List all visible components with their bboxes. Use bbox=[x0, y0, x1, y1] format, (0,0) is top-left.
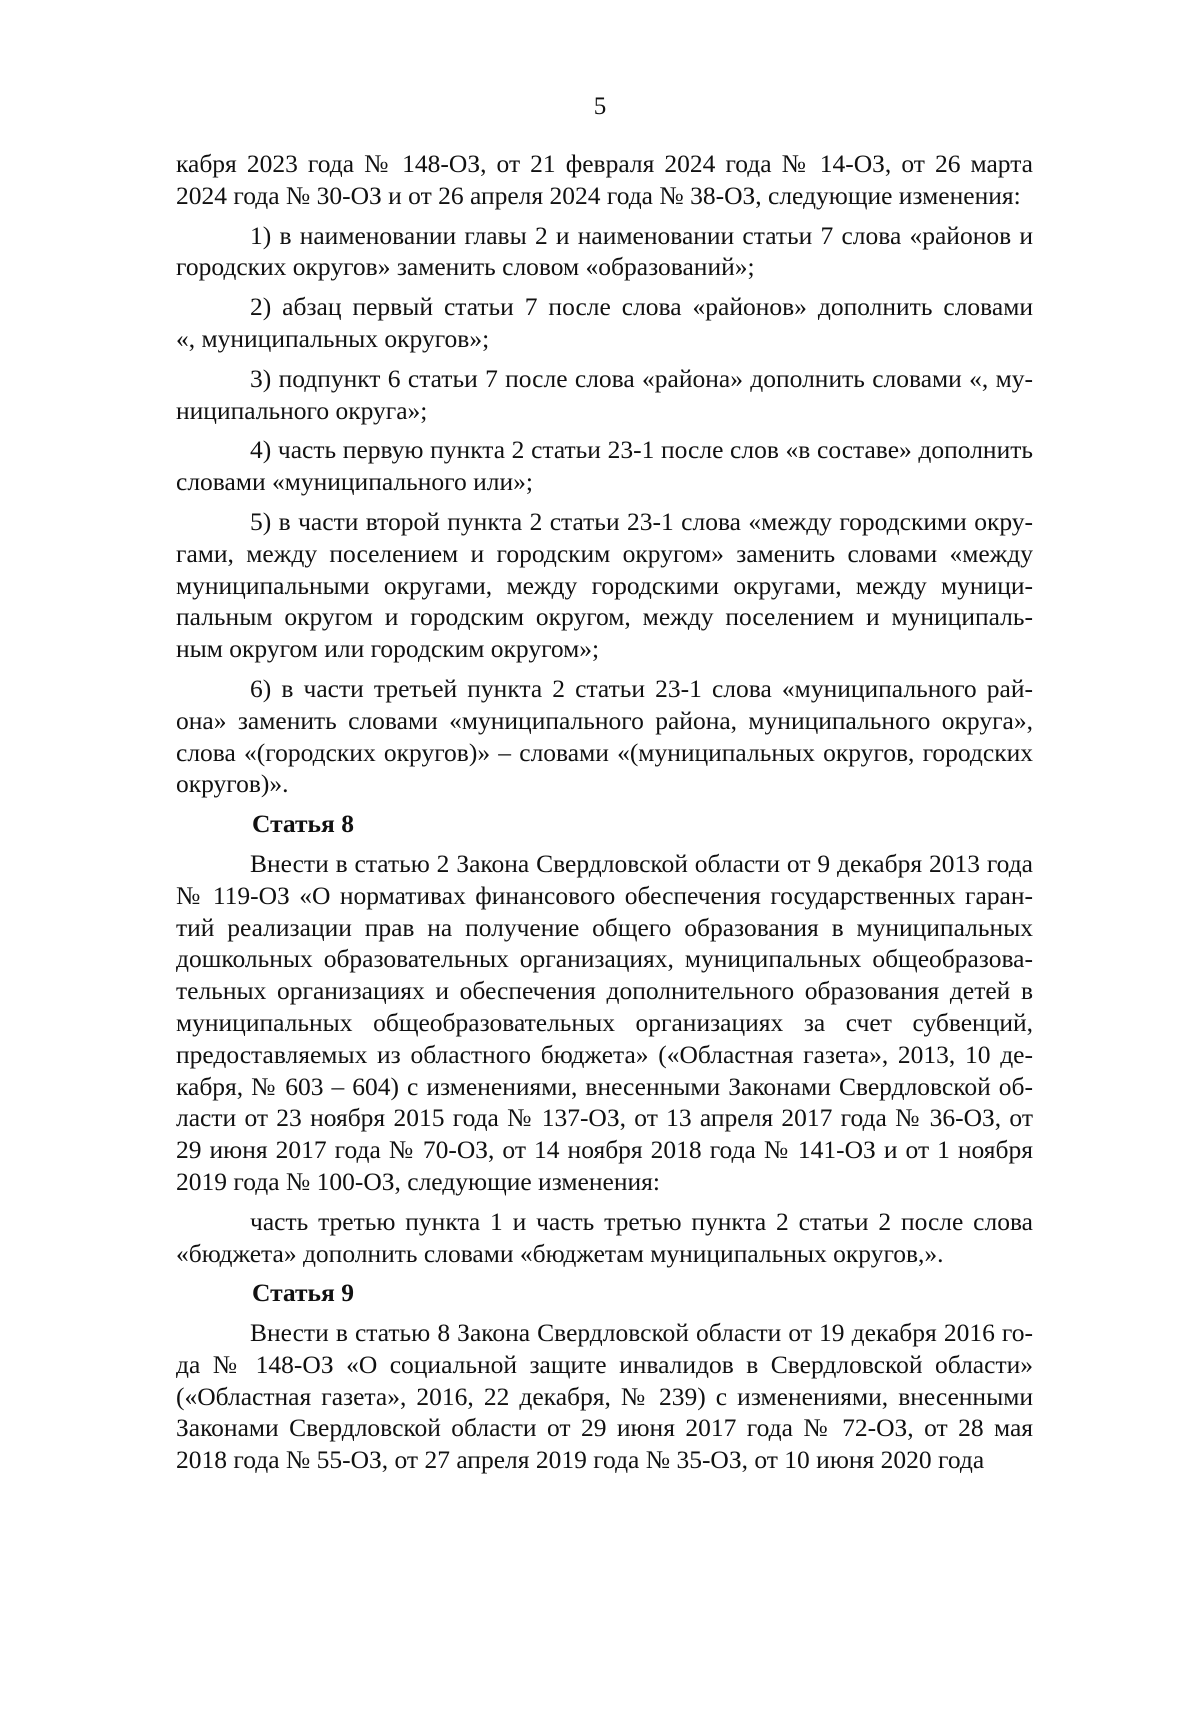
text-line: пальным округом и городским округом, между поселением и муниципаль- bbox=[176, 602, 1033, 632]
text-line: ным округом или городским округом»; bbox=[176, 634, 600, 664]
text-line: Внести в статью 8 Закона Свердловской области от 19 декабря 2016 го- bbox=[250, 1318, 1033, 1348]
text-line: 29 июня 2017 года № 70-ОЗ, от 14 ноября 2018 года № 141-ОЗ и от 1 ноября bbox=[176, 1135, 1033, 1165]
text-line: слова «(городских округов)» – словами «(муниципальных округов, городских bbox=[176, 737, 1033, 767]
paragraph bbox=[176, 434, 1033, 498]
text-line: кабря 2023 года № 148-ОЗ, от 21 февраля 2024 года № 14-ОЗ, от 26 марта bbox=[176, 149, 1033, 178]
text-line: Внести в статью 2 Закона Свердловской области от 9 декабря 2013 года bbox=[250, 848, 1033, 878]
text-line: 1) в наименовании главы 2 и наименовании статьи 7 слова «районов и bbox=[250, 220, 1033, 250]
paragraph bbox=[176, 1206, 1033, 1270]
text-line: она» заменить словами «муниципального района, муниципального округа», bbox=[176, 705, 1033, 735]
text-line: 4) часть первую пункта 2 статьи 23-1 после слов «в составе» дополнить bbox=[250, 435, 1033, 465]
text-line: муниципальных общеобразовательных организациях за счет субвенций, bbox=[176, 1007, 1033, 1037]
text-line: гами, между поселением и городским округом» заменить словами «между bbox=[176, 538, 1033, 568]
text-line: 2018 года № 55-ОЗ, от 27 апреля 2019 года № 35-ОЗ, от 10 июня 2020 года bbox=[176, 1445, 985, 1475]
text-line: («Областная газета», 2016, 22 декабря, № 239) с изменениями, внесенными bbox=[176, 1381, 1033, 1411]
paragraph bbox=[176, 220, 1033, 284]
text-line: 6) в части третьей пункта 2 статьи 23-1 слова «муниципального рай- bbox=[250, 673, 1033, 703]
text-line: «бюджета» дополнить словами «бюджетам муниципальных округов,». bbox=[176, 1238, 944, 1268]
text-line: ласти от 23 ноября 2015 года № 137-ОЗ, от 13 апреля 2017 года № 36-ОЗ, от bbox=[176, 1103, 1033, 1133]
text-line: муниципальными округами, между городскими округами, между муници- bbox=[176, 570, 1033, 600]
article-heading: Статья 9 bbox=[252, 1278, 354, 1308]
paragraph bbox=[176, 673, 1033, 800]
text-line: тий реализации прав на получение общего образования в муниципальных bbox=[176, 912, 1033, 942]
text-line: 2019 года № 100-ОЗ, следующие изменения: bbox=[176, 1166, 660, 1196]
paragraph bbox=[176, 363, 1033, 427]
text-line: предоставляемых из областного бюджета» («Областная газета», 2013, 10 де- bbox=[176, 1039, 1033, 1069]
text-line: «, муниципальных округов»; bbox=[176, 323, 490, 353]
text-line: ниципального округа»; bbox=[176, 395, 428, 425]
page-number: 5 bbox=[593, 93, 607, 120]
text-line: часть третью пункта 1 и часть третью пункта 2 статьи 2 после слова bbox=[250, 1206, 1033, 1236]
paragraph bbox=[176, 291, 1033, 355]
text-line: словами «муниципального или»; bbox=[176, 467, 533, 497]
paragraph bbox=[176, 848, 1033, 1198]
text-line: дошкольных образовательных организациях, муниципальных общеобразова- bbox=[176, 944, 1033, 974]
text-line: да № 148-ОЗ «О социальной защите инвалидов в Свердловской области» bbox=[176, 1349, 1033, 1379]
text-line: тельных организациях и обеспечения дополнительного образования детей в bbox=[176, 976, 1033, 1006]
paragraph bbox=[176, 506, 1033, 665]
paragraph bbox=[176, 148, 1033, 212]
text-line: Законами Свердловской области от 29 июня 2017 года № 72-ОЗ, от 28 мая bbox=[176, 1413, 1033, 1443]
text-line: 2024 года № 30-ОЗ и от 26 апреля 2024 года № 38-ОЗ, следующие изменения: bbox=[176, 180, 1021, 210]
text-line: городских округов» заменить словом «образований»; bbox=[176, 252, 755, 282]
text-line: 5) в части второй пункта 2 статьи 23-1 слова «между городскими окру- bbox=[250, 506, 1033, 536]
article-heading: Статья 8 bbox=[252, 809, 354, 839]
text-line: округов)». bbox=[176, 769, 289, 799]
text-line: кабря, № 603 – 604) с изменениями, внесенными Законами Свердловской об- bbox=[176, 1071, 1033, 1101]
paragraph bbox=[176, 1317, 1033, 1476]
text-line: № 119-ОЗ «О нормативах финансового обеспечения государственных гаран- bbox=[176, 880, 1033, 910]
text-line: 2) абзац первый статьи 7 после слова «районов» дополнить словами bbox=[250, 292, 1033, 322]
document-body bbox=[176, 148, 1033, 1484]
text-line: 3) подпункт 6 статьи 7 после слова «района» дополнить словами «, му- bbox=[250, 363, 1033, 393]
